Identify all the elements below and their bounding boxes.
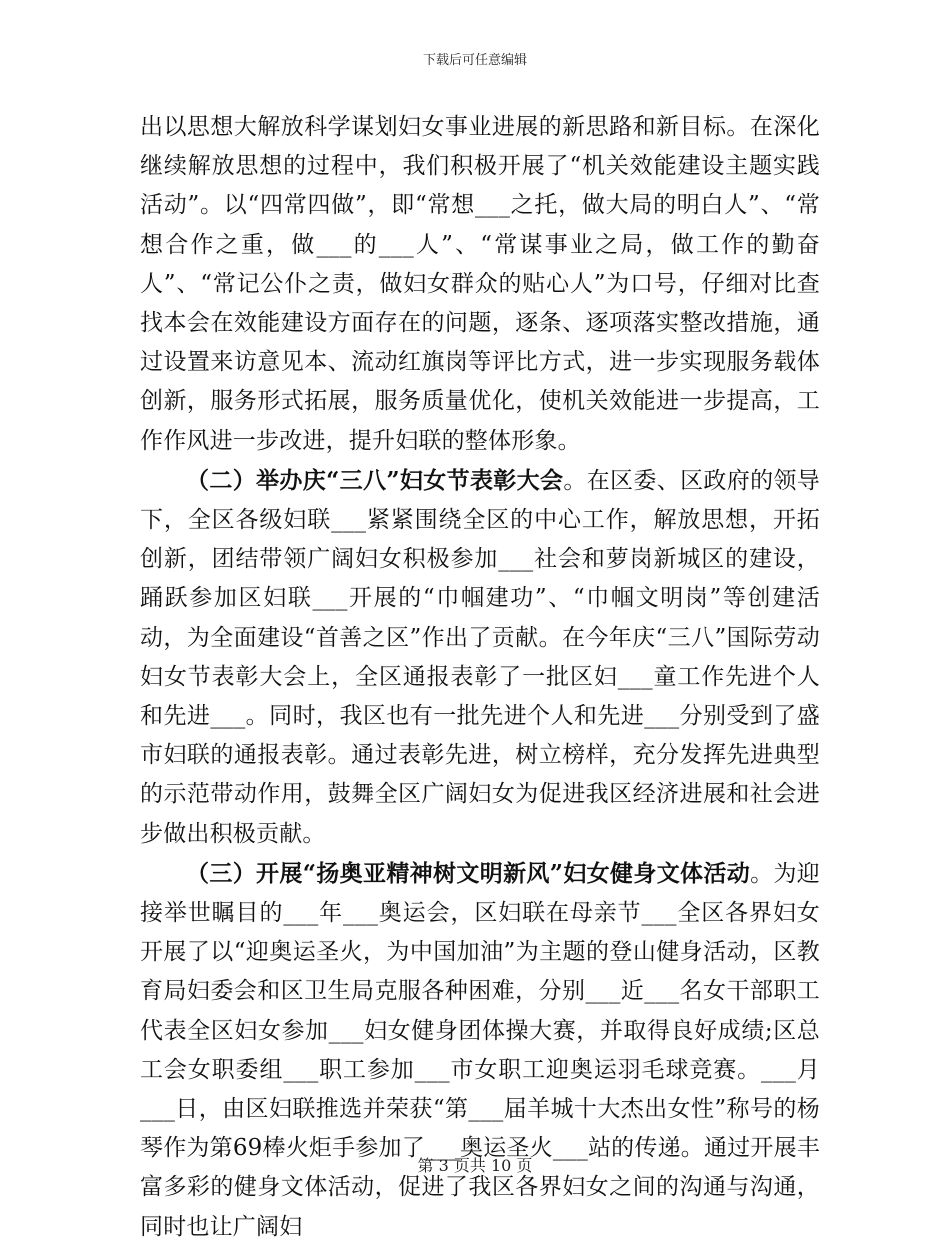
page-header: 下载后可任意编辑 <box>422 53 527 68</box>
paragraph-1-text: 出以思想大解放科学谋划妇女事业进展的新思路和新目标。在深化继续解放思想的过程中，我们积极开展了“机关效能建设主题实践活动”。以“四常四做”，即“常想___之托，做大局的明白人”、“常想合作之重，做___的___人”、“常谋事业之局，做工作的勤奋人”、“常记公仆之责，做妇女群众的贴心人”为口号，仔细对比查找本会在效能建设方面存在的问题，逐条、逐项落实整改措施，通过设置来访意见本、流动红旗岗等评比方式，进一步实现服务载体创新，服务形式拓展，服务质量优化，使机关效能进一步提高，工作作风进一步改进，提升妇联的整体形象。 <box>140 114 820 454</box>
paragraph-1 <box>140 108 820 461</box>
paragraph-3-text: 。为迎接举世瞩目的___年___奥运会，区妇联在母亲节___全区各界妇女开展了以“迎奥运圣火，为中国加油”为主题的登山健身活动，区教育局妇委会和区卫生局克服各种困难，分别___近___名女干部职工代表全区妇女参加___妇女健身团体操大赛，并取得良好成绩;区总工会女职委组___职工参加___市女职工迎奥运羽毛球竞赛。___月___日，由区妇联推选并荣获“第___届羊城十大杰出女性”称号的杨琴作为第69棒火炬手参加了___奥运圣火___站的传递。通过开展丰富多彩的健身文体活动，促进了我区各界妇女之间的沟通与沟通，同时也让广阔妇 <box>140 860 820 1240</box>
section-heading-3: （三）开展“扬奥亚精神树文明新风”妇女健身文体活动 <box>186 859 751 887</box>
paragraph-3 <box>140 854 820 1247</box>
paragraph-2 <box>140 461 820 854</box>
page-footer: 第 3 页共 10 页 <box>417 1156 533 1175</box>
paragraph-2-text: 。在区委、区政府的领导下，全区各级妇联___紧紧围绕全区的中心工作，解放思想，开拓创新，团结带领广阔妇女积极参加___社会和萝岗新城区的建设，踊跃参加区妇联___开展的“巾帼建功”、“巾帼文明岗”等创建活动，为全面建设“首善之区”作出了贡献。在今年庆“三八”国际劳动妇女节表彰大会上，全区通报表彰了一批区妇___童工作先进个人和先进___。同时，我区也有一批先进个人和先进___分别受到了盛市妇联的通报表彰。通过表彰先进，树立榜样，充分发挥先进典型的示范带动作用，鼓舞全区广阔妇女为促进我区经济进展和社会进步做出积极贡献。 <box>140 467 821 847</box>
document-body <box>140 108 820 1247</box>
section-heading-2: （二）举办庆“三八”妇女节表彰大会 <box>186 466 564 494</box>
